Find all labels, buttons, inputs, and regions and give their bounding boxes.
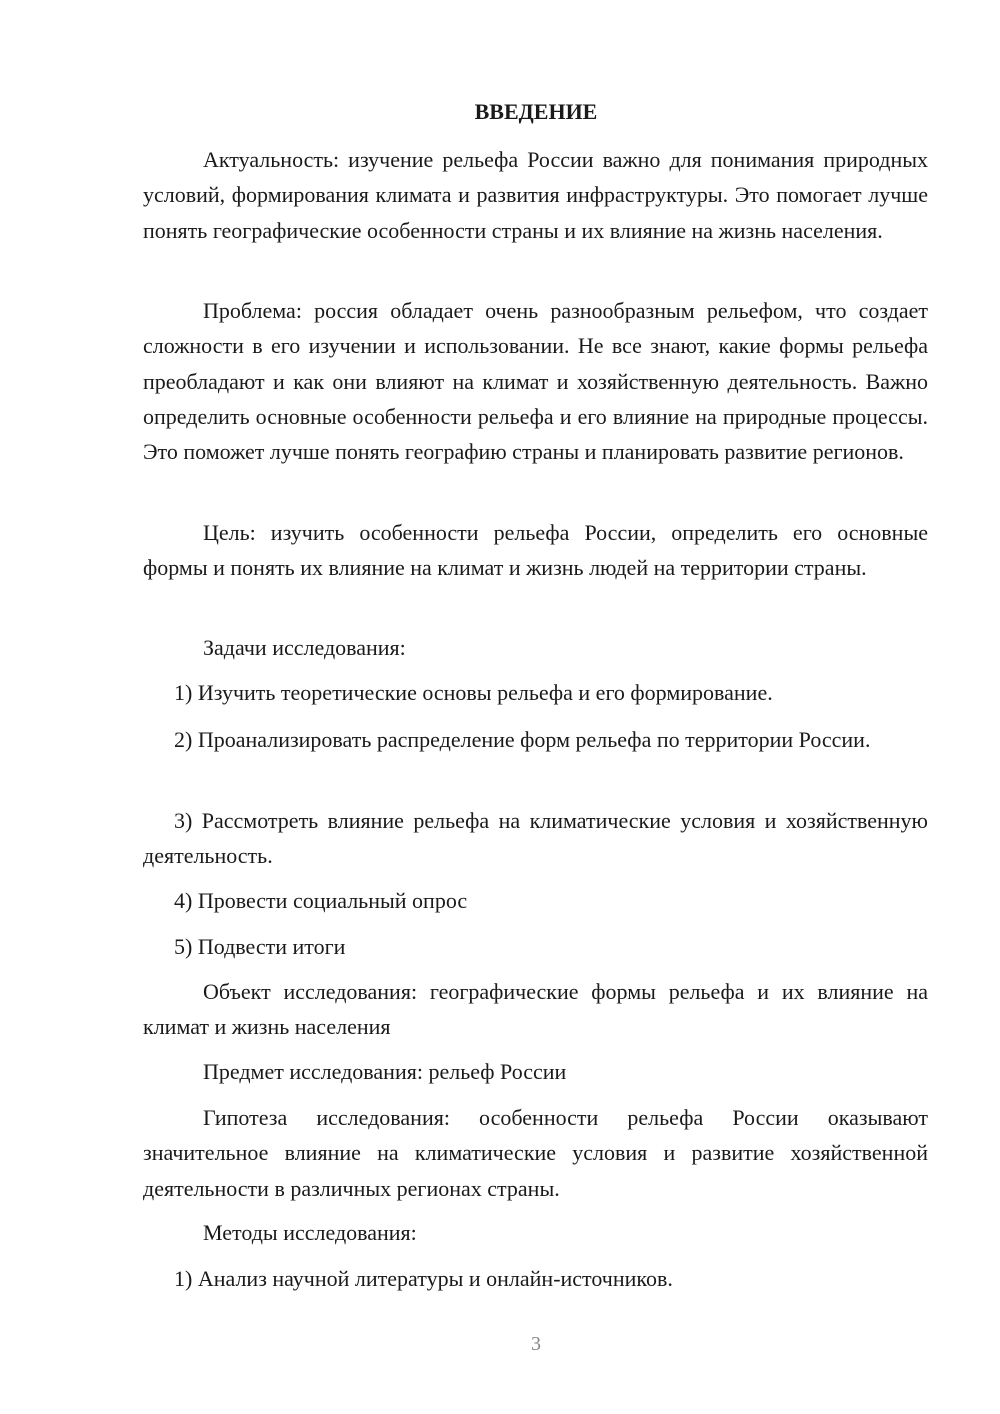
goal-paragraph: Цель: изучить особенности рельефа России, определить его основные формы и понять их влияние на климат и жизнь людей на территории страны. <box>143 520 928 581</box>
page-title: ВВЕДЕНИЕ <box>474 99 598 124</box>
hypothesis-paragraph: Гипотеза исследования: особенности рельефа России оказывают значительное влияние на климатические условия и развитие хозяйственной деятельности в различных регионах страны. <box>143 1105 928 1201</box>
methods-heading: Методы исследования: <box>203 1220 417 1245</box>
subject-paragraph: Предмет исследования: рельеф России <box>203 1059 567 1084</box>
method-item-1: 1) Анализ научной литературы и онлайн-источников. <box>174 1266 673 1291</box>
task-item-1: 1) Изучить теоретические основы рельефа и его формирование. <box>174 680 773 705</box>
page-number: 3 <box>531 1333 541 1355</box>
relevance-paragraph: Актуальность: изучение рельефа России важно для понимания природных условий, формирования климата и развития инфраструктуры. Это помогает лучше понять географические особенности страны и их влияние на жизнь населения. <box>143 147 928 243</box>
task-item-4: 4) Провести социальный опрос <box>174 888 468 913</box>
object-paragraph: Объект исследования: географические формы рельефа и их влияние на климат и жизнь населения <box>143 979 928 1040</box>
task-item-5: 5) Подвести итоги <box>174 934 346 959</box>
task-item-3: 3) Рассмотреть влияние рельефа на климатические условия и хозяйственную деятельность. <box>143 808 928 869</box>
task-item-2: 2) Проанализировать распределение форм рельефа по территории России. <box>174 727 871 752</box>
problem-paragraph: Проблема: россия обладает очень разнообразным рельефом, что создает сложности в его изучении и использовании. Не все знают, какие формы рельефа преобладают и как они влияют на климат и хозяйственную деятельность. Важно определить основные особенности рельефа и его влияние на природные процессы. Это поможет лучше понять географию страны и планировать развитие регионов. <box>143 298 928 465</box>
tasks-heading: Задачи исследования: <box>203 635 406 660</box>
